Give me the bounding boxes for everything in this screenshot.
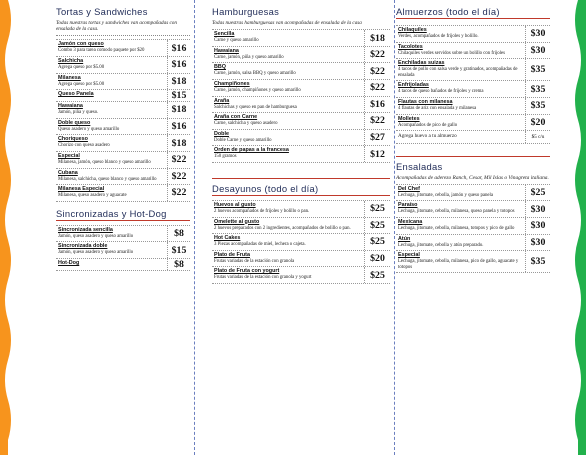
menu-item-description: Lechuga, jitomate, cebolla, jamón y queso panela (398, 192, 493, 198)
menu-item (56, 135, 190, 152)
menu-item-price: $25 (370, 236, 385, 248)
menu-item-description: Chilaquiles verdes servidos sobre un bolillo con frijoles (398, 50, 505, 56)
green-wave-border (572, 0, 586, 455)
menu-item-body (396, 251, 526, 272)
menu-item (212, 146, 390, 163)
menu-item-body (396, 43, 526, 59)
menu-item-name: Sincronizada sencilla (58, 226, 113, 233)
menu-item-name: Paraíso (398, 202, 418, 209)
menu-item (396, 218, 550, 235)
menu-item-description: Verdes, acompañados de frijoles y bolillo. (398, 34, 479, 39)
menu-item-name: Araña (214, 97, 230, 104)
menu-item-body (56, 135, 168, 151)
menu-item-price: $20 (530, 116, 546, 128)
menu-item-price: $16 (171, 59, 187, 71)
menu-item-price: $18 (171, 104, 187, 116)
menu-item-body (212, 47, 365, 63)
menu-item (56, 226, 190, 243)
menu-item (396, 185, 550, 202)
menu-item-name: BBQ (214, 64, 226, 71)
menu-item-price: $20 (370, 253, 385, 265)
menu-item-body (212, 146, 365, 162)
menu-item-description: 4 tacos de pollo con salsa verde y gratinados, acompañadas de ensalada (398, 67, 518, 78)
menu-item-price: $35 (530, 83, 546, 95)
menu-item (396, 98, 550, 115)
menu-item-description: Queso asadero y queso amarillo (58, 126, 120, 132)
menu-item-description: Carne, jamón, piña y queso amarillo (214, 54, 284, 60)
menu-item-price: $30 (530, 44, 546, 56)
menu-item-body (56, 57, 168, 73)
menu-item-body (212, 201, 365, 217)
menu-item-description: Lechuga, jitomate, cebolla, milanesa, pico de gallo, aguacate y totopos (398, 259, 519, 270)
menu-item-price: $30 (530, 28, 546, 40)
menu-item (56, 40, 190, 57)
menu-item-description: Frutas variadas de la estación con granola (214, 258, 295, 264)
menu-item-name: Sencilla (214, 31, 235, 38)
menu-item-body (212, 251, 365, 267)
menu-item-body (396, 218, 526, 234)
menu-item-price: $35 (530, 64, 546, 76)
menu-item (56, 74, 190, 91)
menu-item-description: Jamón, queso asadero y queso amarillo (58, 233, 134, 239)
menu-item (212, 80, 390, 97)
menu-item-price: $35 (530, 100, 546, 112)
menu-item-price: $25 (370, 203, 385, 215)
menu-item-price: $16 (171, 121, 187, 133)
section-subtitle: Todas nuestras hamburguesas van acompañadas de ensalada de la casa (212, 20, 362, 26)
section-almuerzos (396, 6, 550, 144)
menu-item-body (56, 74, 168, 90)
menu-item-price: $8 (174, 258, 184, 270)
menu-item-body (396, 185, 526, 201)
menu-item (56, 102, 190, 119)
menu-list (212, 29, 390, 163)
menu-item-description: Chorizo con queso asadero (58, 143, 110, 149)
menu-item (212, 251, 390, 268)
menu-item-description: Carne y queso amarillo (214, 38, 259, 44)
menu-item-body (56, 259, 168, 270)
menu-item-name: Especial (58, 152, 80, 159)
menu-item-name: Enchiladas suizas (398, 60, 445, 67)
section-title: Tortas y Sandwiches (56, 6, 148, 17)
menu-item-description: Lechuga, jitomate, cebolla, milanesa, queso panela y totopos (398, 209, 515, 215)
menu-item-body (56, 185, 168, 201)
menu-item-price: $35 (530, 256, 546, 268)
menu-item-price: $25 (530, 187, 546, 199)
menu-item (396, 251, 550, 273)
menu-item-extra (396, 131, 550, 144)
menu-item-body (396, 115, 526, 131)
menu-list (396, 184, 550, 274)
section-title: Hamburguesas (212, 6, 280, 17)
menu-item-body (56, 169, 168, 185)
column-right (396, 6, 550, 273)
orange-wave-border (0, 0, 14, 455)
menu-item-body (56, 119, 168, 135)
menu-item-price: $30 (530, 203, 546, 215)
menu-item (212, 63, 390, 80)
menu-item-description: Milanesa, jamón, queso blanco y queso amarillo (58, 159, 151, 165)
menu-item-body (212, 80, 365, 96)
menu-item-price: $30 (530, 236, 546, 248)
menu-item (212, 218, 390, 235)
menu-item (212, 113, 390, 130)
menu-item (396, 43, 550, 60)
menu-item-body (212, 63, 365, 79)
menu-item-name: Champiñones (214, 80, 250, 87)
section-desayunos (212, 178, 390, 284)
section-subtitle: Todas nuestras tortas y sandwiches van acompañadas con ensalada de la casa. (56, 20, 190, 36)
menu-item-description: Salchichas y queso en pan de hamburguesa (214, 104, 297, 110)
menu-item-price: $15 (171, 90, 187, 102)
menu-item-body (396, 81, 526, 97)
menu-item-price: $12 (370, 148, 385, 160)
column-divider (194, 0, 195, 455)
menu-item (396, 201, 550, 218)
menu-item-description: Agrega queso por $5.00 (58, 81, 105, 87)
menu-item-name: Cubana (58, 169, 78, 176)
menu-item-body (56, 242, 168, 258)
extra-price: $5 c/u (531, 133, 545, 140)
menu-item-name: Queso Panela (58, 91, 94, 98)
menu-item-description: 4 tacos de queso bañados de frijoles y crema (398, 89, 484, 95)
menu-item-name: Jamón con queso (58, 41, 104, 48)
menu-item-description: 2 huevos preparados con 2 ingredientes, acompañados de bolillo o pan. (214, 225, 351, 231)
menu-item-price: $25 (370, 219, 385, 231)
menu-item-price: $22 (171, 154, 187, 166)
menu-item (56, 242, 190, 259)
menu-item (212, 267, 390, 284)
menu-item-body (396, 201, 526, 217)
menu-item-name: Tacolotes (398, 43, 423, 50)
menu-item-price: $22 (171, 187, 187, 199)
section-title: Almuerzos (todo el día) (396, 6, 550, 19)
menu-item-body (212, 218, 365, 234)
menu-item (56, 90, 190, 102)
menu-item-description: Carne, jamón, champiñones y queso amarillo (214, 87, 301, 93)
menu-item-name: Sincronizada doble (58, 243, 108, 250)
menu-item-body (56, 152, 168, 168)
menu-item-price: $22 (370, 49, 385, 61)
menu-item-name: Omelette al gusto (214, 218, 260, 225)
menu-item-description: Jamón, queso asadero y queso amarillo (58, 250, 134, 256)
menu-item-body (56, 102, 168, 118)
menu-item-description: Combo 3 para tarea comodo paquete por $20 (58, 48, 145, 54)
menu-item-body (212, 234, 365, 250)
menu-item-name: Doble queso (58, 119, 91, 126)
section-ensaladas (396, 156, 550, 274)
section-title: Ensaladas (396, 160, 443, 172)
menu-item-body (212, 113, 365, 129)
menu-item (396, 26, 550, 43)
menu-list (396, 25, 550, 131)
menu-item (56, 259, 190, 271)
menu-item-name: Molletes (398, 115, 420, 122)
menu-item-price: $8 (174, 228, 184, 240)
menu-list (56, 39, 190, 201)
menu-item-name: Chilaquiles (398, 27, 427, 33)
column-middle (212, 6, 390, 284)
menu-item-description: 150 gramos (214, 154, 237, 160)
menu-item (212, 201, 390, 218)
menu-item (212, 234, 390, 251)
column-left (56, 6, 190, 271)
menu-item (56, 185, 190, 202)
menu-item-description: Frutas variadas de la estación con granola y yogurt (214, 275, 312, 281)
menu-item (56, 169, 190, 186)
menu-item (212, 130, 390, 147)
menu-item-body (396, 59, 526, 80)
menu-item-description: Lechuga, jitomate, cebolla y atún preparado. (398, 242, 484, 248)
menu-item-body (56, 40, 168, 56)
menu-item-body (212, 267, 365, 283)
menu-item-description: Carne, jamón, salsa BBQ y queso amarillo (214, 71, 296, 77)
menu-item (396, 59, 550, 81)
menu-item-price: $22 (370, 65, 385, 77)
menu-item-name: Hot Cakes (214, 235, 241, 242)
menu-item-body (396, 235, 526, 251)
menu-item-description: Milanesa, salchicha, queso blanco y queso amarillo (58, 176, 157, 182)
menu-item (212, 47, 390, 64)
section-title: Sincronizadas y Hot-Dog (56, 208, 190, 221)
menu-item-price: $22 (370, 115, 385, 127)
menu-item-description: 2 huevos acompañados de frijoles y bolillo o pan. (214, 208, 310, 214)
menu-list (56, 225, 190, 271)
menu-item-body (212, 97, 365, 113)
menu-item-body (56, 226, 168, 242)
menu-item-description: Jamón, piña y queso. (58, 110, 99, 116)
menu-item-name: Choriqueso (58, 136, 88, 143)
section-hamburguesas (212, 6, 390, 163)
menu-item-description: Agrega queso por $5.00 (58, 65, 105, 70)
menu-item-body (212, 130, 365, 146)
menu-item-name: Enfrijoladas (398, 82, 429, 89)
menu-item-name: Araña con Carne (214, 114, 258, 121)
menu-item (212, 30, 390, 47)
menu-item-name: Hot-Dog (58, 259, 80, 266)
menu-item-name: Flautas con milanesa (398, 98, 453, 105)
menu-item-description: 3 Piezas acompañadas de miel, lechera o cajeta. (214, 242, 306, 248)
menu-item-description: 4 flautas de ariz con ensalada y milanesa (398, 105, 477, 111)
menu-item-name: Atún (398, 235, 411, 242)
menu-item-price: $15 (171, 244, 187, 256)
section-subtitle: Acompañadas de aderezo Ranch, Cesar, Mil Islas o Vinagreta italiana. (396, 174, 549, 181)
menu-item (56, 119, 190, 136)
menu-item-body (396, 26, 526, 42)
menu-item-description: Acompañados de pico de gallo (398, 122, 458, 128)
menu-item-name: Milanesa Especial (58, 186, 105, 193)
menu-item-description: Carne, salchicha y queso asadero (214, 121, 278, 127)
menu-item-body (212, 30, 365, 46)
menu-item (396, 115, 550, 132)
menu-item-name: Salchicha (58, 58, 84, 64)
section-sincronizadas (56, 208, 190, 271)
menu-item-price: $25 (370, 269, 385, 281)
menu-item-price: $22 (370, 82, 385, 94)
menu-item-name: Plato de Fruta con yogurt (214, 268, 280, 275)
menu-item-name: Especial (398, 252, 420, 259)
menu-item-price: $22 (171, 170, 187, 182)
menu-item-price: $16 (370, 98, 385, 110)
section-title: Desayunos (todo el día) (212, 178, 390, 196)
menu-item-price: $18 (171, 137, 187, 149)
extra-label: Agrega huevo a tu almuerzo (398, 133, 457, 140)
menu-item-name: Orden de papas a la francesa (214, 147, 289, 154)
menu-item-name: Hawaiana (214, 47, 239, 54)
menu-item-name: Milanesa (58, 74, 81, 81)
menu-list (212, 200, 390, 284)
menu-item-price: $18 (370, 32, 385, 44)
menu-item-name: Hawaiana (58, 103, 83, 110)
menu-item-name: Doble (214, 130, 229, 137)
menu-item (396, 81, 550, 98)
menu-item-description: Lechuga, jitomate, cebolla, milanesa, totopos y pico de gallo (398, 225, 515, 231)
menu-item-name: Del Chef (398, 185, 420, 192)
menu-item-name: Mexicana (398, 218, 423, 225)
menu-item-price: $16 (171, 42, 187, 54)
menu-item-price: $27 (370, 132, 385, 144)
menu-item (56, 57, 190, 74)
menu-item (56, 152, 190, 169)
menu-item-name: Plato de Fruta (214, 251, 250, 258)
menu-item-body (56, 90, 168, 101)
column-divider (394, 0, 395, 455)
menu-item (212, 97, 390, 114)
menu-item-price: $30 (530, 220, 546, 232)
menu-item (396, 235, 550, 252)
menu-item-description: Doble Carne y queso amarillo (214, 137, 272, 143)
menu-item-body (396, 98, 526, 114)
section-tortas (56, 6, 190, 202)
menu-item-name: Huevos al gusto (214, 201, 256, 208)
menu-item-price: $18 (171, 75, 187, 87)
menu-item-description: Milanesa, queso asadero y aguacate (58, 193, 127, 199)
